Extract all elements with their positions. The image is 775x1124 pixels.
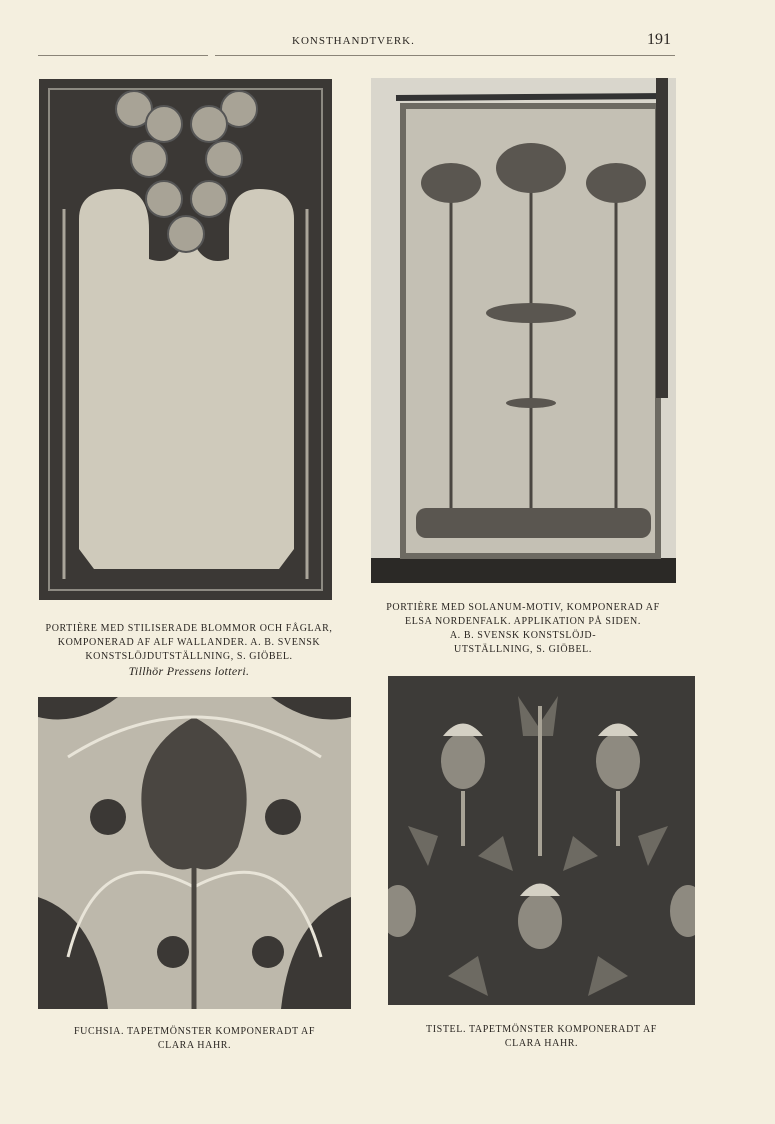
- caption-wallander: [30, 622, 348, 678]
- header-rule-left: [38, 55, 208, 56]
- caption-nordenfalk: [362, 601, 684, 657]
- caption-line: PORTIÈRE MED SOLANUM-MOTIV, KOMPONERAD AF: [386, 602, 660, 613]
- caption-line: CLARA HAHR.: [504, 1038, 579, 1049]
- header-rule-right: [215, 55, 675, 56]
- caption-line: CLARA HAHR.: [157, 1040, 232, 1051]
- caption-tistel: [388, 1023, 695, 1051]
- caption-line: KONSTSLÖJDUTSTÄLLNING, S. GIÖBEL.: [85, 651, 293, 662]
- caption-line: FUCHSIA. TAPETMÖNSTER KOMPONERADT AF: [73, 1026, 316, 1037]
- portiere-nordenfalk-image: [371, 78, 676, 583]
- running-title: KONSTHANDTVERK.: [292, 35, 415, 47]
- caption-note: Tillhör Pressens lotteri.: [128, 664, 250, 678]
- fuchsia-wallpaper-image: [38, 697, 351, 1009]
- caption-line: PORTIÈRE MED STILISERADE BLOMMOR OCH FÅGLAR,: [45, 623, 333, 634]
- caption-line: ELSA NORDENFALK. APPLIKATION PÅ SIDEN.: [405, 616, 641, 627]
- tistel-wallpaper-image: [388, 676, 695, 1005]
- caption-fuchsia: [38, 1025, 351, 1053]
- page-number: 191: [647, 31, 671, 48]
- caption-line: TISTEL. TAPETMÖNSTER KOMPONERADT AF: [426, 1024, 657, 1035]
- caption-line: A. B. SVENSK KONSTSLÖJD-: [449, 630, 597, 641]
- portiere-wallander-image: [39, 79, 332, 600]
- caption-line: KOMPONERAD AF ALF WALLANDER. A. B. SVENSK: [57, 637, 321, 648]
- caption-line: UTSTÄLLNING, S. GIÖBEL.: [454, 644, 592, 655]
